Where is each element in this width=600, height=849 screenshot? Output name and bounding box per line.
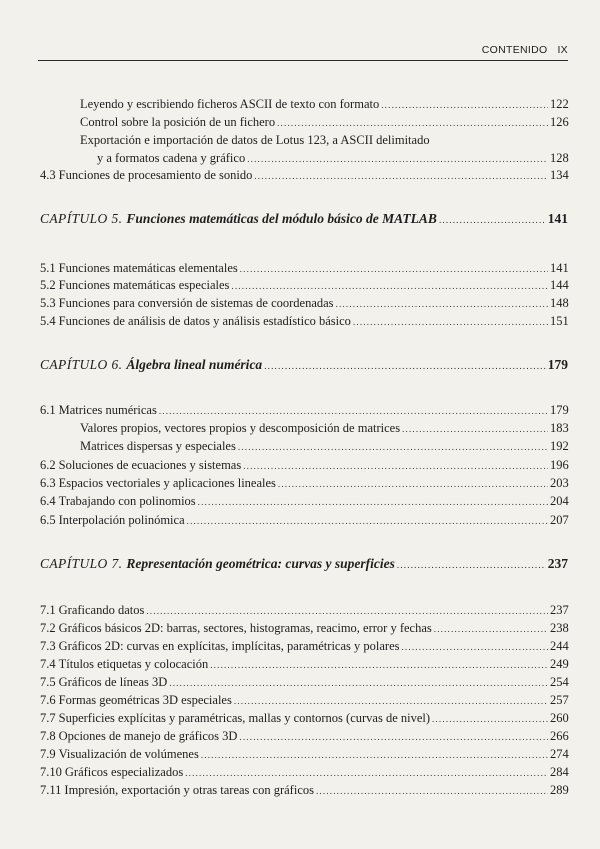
toc-entry-number: 6.4 <box>40 494 56 508</box>
toc-entry-text: Funciones para conversión de sistemas de coordenadas <box>58 296 334 310</box>
toc-entry-text: Espacios vectoriales y aplicaciones lineales <box>58 476 276 490</box>
toc-entry <box>40 512 568 529</box>
toc-entry-text: Formas geométricas 3D especiales <box>58 693 232 707</box>
toc-entry-text: Matrices dispersas y especiales <box>80 439 236 453</box>
toc-entry-text: Funciones de análisis de datos y análisis estadístico básico <box>58 314 351 328</box>
leader-dots <box>239 729 548 745</box>
toc-entry <box>40 710 568 727</box>
leader-dots <box>434 621 548 637</box>
toc-entry-number: 7.11 <box>40 783 62 797</box>
toc-entry-text: Interpolación polinómica <box>58 513 185 527</box>
toc-entry-number: 5.4 <box>40 314 56 328</box>
toc-entry-page: 192 <box>550 439 569 453</box>
toc-entry-number: 7.5 <box>40 675 56 689</box>
toc-entry-number: 6.5 <box>40 513 56 527</box>
chapter-label: CAPÍTULO 7. <box>40 556 123 571</box>
toc-entry-number: 7.10 <box>40 765 62 779</box>
toc-entry-text: Control sobre la posición de un fichero <box>80 115 276 129</box>
toc-entry-page: 289 <box>550 783 569 797</box>
leader-dots <box>402 421 548 437</box>
toc-entry-page: 257 <box>550 693 569 707</box>
toc-entry-number: 7.6 <box>40 693 56 707</box>
toc-entry-page: 260 <box>550 711 569 725</box>
toc-entry-number: 6.3 <box>40 476 56 490</box>
toc-entry <box>40 674 568 691</box>
leader-dots <box>185 765 548 781</box>
toc-entry <box>80 420 568 437</box>
leader-dots <box>169 675 548 691</box>
toc-entry-page: 274 <box>550 747 569 761</box>
chapter-page: 237 <box>547 556 568 571</box>
toc-entry <box>80 438 568 455</box>
toc-entry <box>40 764 568 781</box>
toc-entry-number: 7.8 <box>40 729 56 743</box>
toc-entry <box>40 782 568 799</box>
toc-entry-number: 5.2 <box>40 278 56 292</box>
chapter-page: 179 <box>547 357 568 372</box>
leader-dots <box>187 513 548 529</box>
toc-entry-page: 196 <box>550 458 569 472</box>
toc-entry-text: Títulos etiquetas y colocación <box>58 657 209 671</box>
toc-entry-text: Opciones de manejo de gráficos 3D <box>58 729 238 743</box>
toc-entry-page: 179 <box>550 403 569 417</box>
toc-entry-text: Funciones de procesamiento de sonido <box>58 168 253 182</box>
toc-entry-number: 7.3 <box>40 639 56 653</box>
toc-entry-page: 151 <box>550 314 569 328</box>
toc-entry-page: 284 <box>550 765 569 779</box>
toc-entry <box>40 692 568 709</box>
toc-entry <box>40 638 568 655</box>
toc-entry-page: 266 <box>550 729 569 743</box>
leader-dots <box>401 639 548 655</box>
leader-dots <box>432 711 548 727</box>
toc-entry <box>40 746 568 763</box>
leader-dots <box>353 314 548 330</box>
toc-entry-page: 238 <box>550 621 569 635</box>
toc-entry <box>40 167 568 184</box>
leader-dots <box>234 693 548 709</box>
leader-dots <box>231 278 548 294</box>
leader-dots <box>201 747 548 763</box>
toc-entry <box>80 114 568 131</box>
toc-entry-number: 7.9 <box>40 747 56 761</box>
toc-entry-text: Gráficos de líneas 3D <box>58 675 168 689</box>
toc-entry <box>40 602 568 619</box>
toc-entry-text: Gráficos especializados <box>64 765 184 779</box>
leader-dots <box>336 296 548 312</box>
leader-dots <box>238 439 548 455</box>
chapter-label: CAPÍTULO 5. <box>40 211 123 226</box>
toc-entry-text: Gráficos básicos 2D: barras, sectores, histogramas, reacimo, error y fechas <box>58 621 432 635</box>
toc-entry-text: Impresión, exportación y otras tareas con gráficos <box>64 783 314 797</box>
chapter-title: Representación geométrica: curvas y superficies <box>126 556 395 571</box>
toc-entry <box>40 475 568 492</box>
toc-entry <box>97 150 568 167</box>
toc-entry-page: 128 <box>550 151 569 165</box>
toc-entry-number: 7.4 <box>40 657 56 671</box>
toc-entry <box>40 402 568 419</box>
toc-entry-text: Graficando datos <box>58 603 145 617</box>
toc-entry-number: 7.1 <box>40 603 56 617</box>
toc-entry-text: Trabajando con polinomios <box>58 494 196 508</box>
header-title: CONTENIDO <box>481 44 548 56</box>
leader-dots <box>159 403 548 419</box>
header-rule <box>38 60 568 61</box>
chapter-title: Álgebra lineal numérica <box>126 357 263 372</box>
toc-entry-text: Funciones matemáticas elementales <box>58 261 238 275</box>
toc-entry-text: Funciones matemáticas especiales <box>58 278 230 292</box>
toc-entry <box>40 656 568 673</box>
toc-entry-text-line1: Exportación e importación de datos de Lotus 123, a ASCII delimitado <box>80 133 430 147</box>
toc-entry-page: 148 <box>550 296 569 310</box>
leader-dots <box>278 476 548 492</box>
header-page-number: IX <box>557 44 568 56</box>
chapter-heading-6 <box>40 357 568 373</box>
toc-entry-page: 244 <box>550 639 569 653</box>
leader-dots <box>439 215 546 225</box>
toc-entry-page: 126 <box>550 115 569 129</box>
toc-entry-page: 254 <box>550 675 569 689</box>
leader-dots <box>254 168 548 184</box>
toc-entry-text: Superficies explícitas y paramétricas, mallas y contornos (curvas de nivel) <box>58 711 431 725</box>
toc-entry-page: 204 <box>550 494 569 508</box>
toc-entry-text: Visualización de volúmenes <box>58 747 199 761</box>
chapter-heading-5 <box>40 211 568 227</box>
leader-dots <box>210 657 548 673</box>
toc-entry <box>40 620 568 637</box>
leader-dots <box>277 115 548 131</box>
toc-entry-text: y a formatos cadena y gráfico <box>97 151 246 165</box>
toc-entry-page: 249 <box>550 657 569 671</box>
leader-dots <box>243 458 548 474</box>
leader-dots <box>264 361 546 371</box>
toc-entry-page: 207 <box>550 513 569 527</box>
toc-entry-number: 4.3 <box>40 168 56 182</box>
leader-dots <box>247 151 548 167</box>
toc-entry <box>40 728 568 745</box>
toc-entry <box>80 96 568 113</box>
leader-dots <box>316 783 548 799</box>
chapter-page: 141 <box>547 211 568 226</box>
toc-entry <box>40 493 568 510</box>
leader-dots <box>146 603 548 619</box>
toc-entry-number: 7.2 <box>40 621 56 635</box>
toc-entry <box>40 457 568 474</box>
toc-entry-page: 141 <box>550 261 569 275</box>
toc-entry-number: 5.1 <box>40 261 56 275</box>
toc-entry-text: Matrices numéricas <box>58 403 157 417</box>
toc-entry-number: 7.7 <box>40 711 56 725</box>
toc-entry-text: Soluciones de ecuaciones y sistemas <box>58 458 242 472</box>
toc-entry-text: Gráficos 2D: curvas en explícitas, implícitas, paramétricas y polares <box>58 639 400 653</box>
leader-dots <box>240 261 548 277</box>
toc-entry-number: 5.3 <box>40 296 56 310</box>
toc-entry <box>40 277 568 294</box>
toc-entry-text: Leyendo y escribiendo ficheros ASCII de texto con formato <box>80 97 380 111</box>
chapter-title: Funciones matemáticas del módulo básico de MATLAB <box>126 211 437 226</box>
running-header <box>40 44 568 56</box>
toc-entry <box>40 313 568 330</box>
toc-entry-page: 183 <box>550 421 569 435</box>
toc-entry-number: 6.1 <box>40 403 56 417</box>
toc-entry-page: 122 <box>550 97 569 111</box>
toc-entry-page: 237 <box>550 603 569 617</box>
toc-entry <box>40 260 568 277</box>
toc-entry-text: Valores propios, vectores propios y descomposición de matrices <box>80 421 401 435</box>
toc-entry-page: 203 <box>550 476 569 490</box>
chapter-heading-7 <box>40 556 568 572</box>
toc-entry <box>40 295 568 312</box>
chapter-label: CAPÍTULO 6. <box>40 357 123 372</box>
toc-entry-number: 6.2 <box>40 458 56 472</box>
toc-entry-page: 144 <box>550 278 569 292</box>
leader-dots <box>381 97 548 113</box>
leader-dots <box>198 494 548 510</box>
toc-entry-page: 134 <box>550 168 569 182</box>
leader-dots <box>397 560 546 570</box>
